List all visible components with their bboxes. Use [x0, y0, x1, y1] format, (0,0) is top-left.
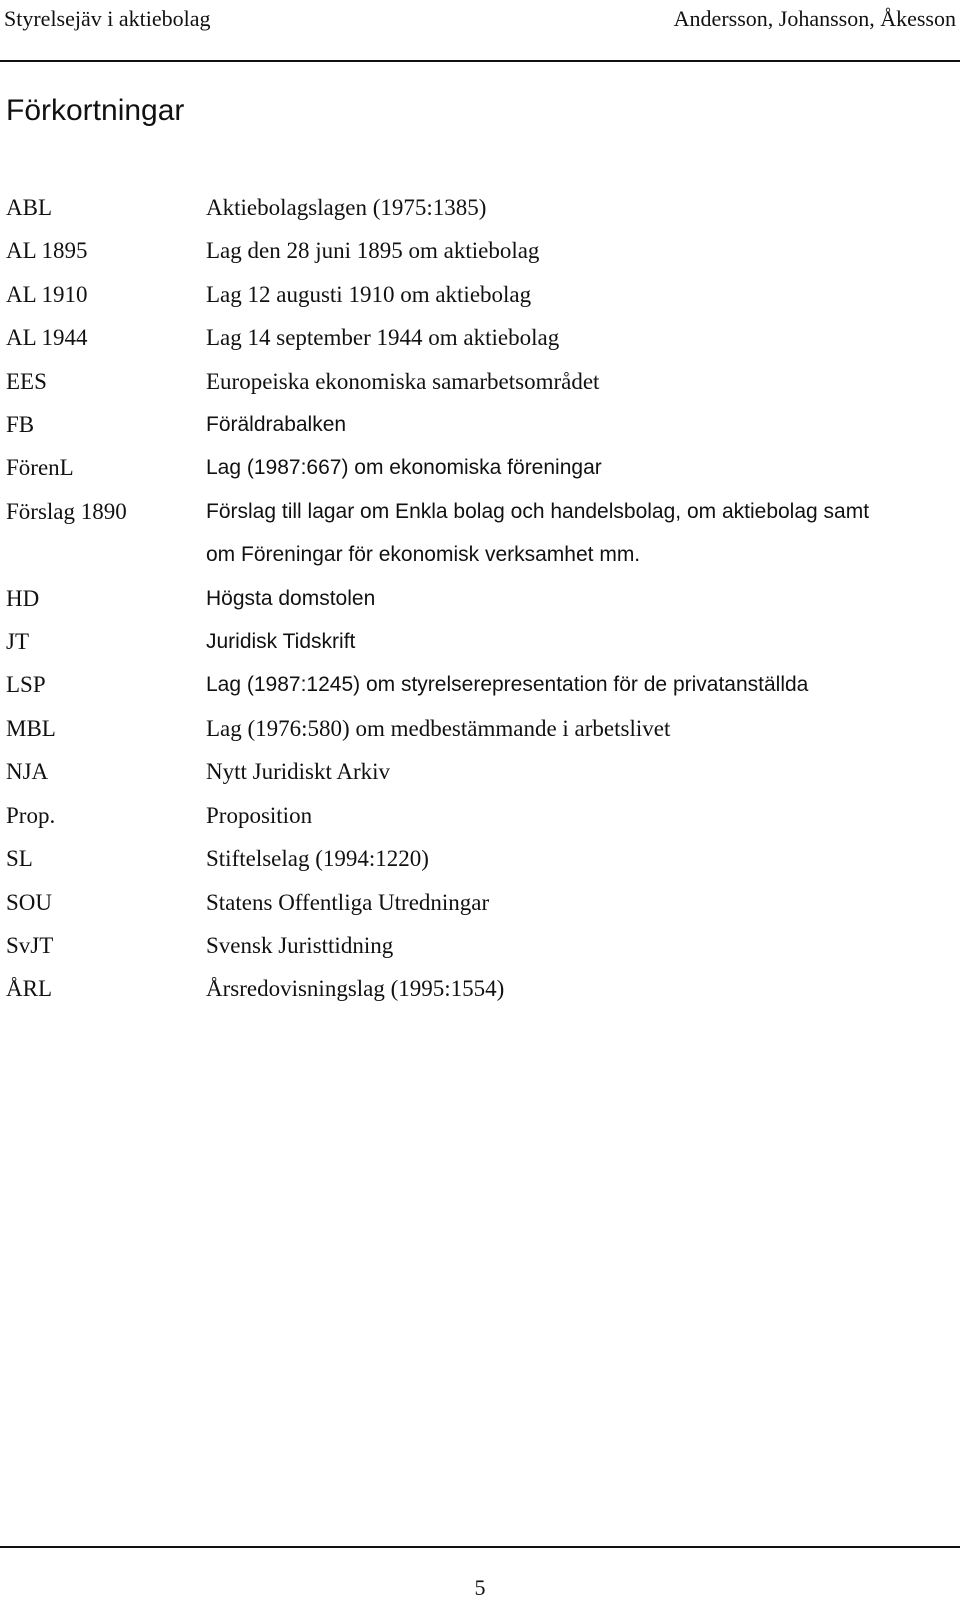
list-item: [6, 490, 946, 533]
abbreviation-definition: Förslag till lagar om Enkla bolag och handelsbolag, om aktiebolag samt: [206, 499, 870, 523]
abbreviation-definition: Aktiebolagslagen (1975:1385): [206, 195, 487, 220]
header-authors: Andersson, Johansson, Åkesson: [673, 6, 956, 31]
list-item: [6, 663, 946, 706]
list-item: [6, 229, 946, 272]
abbreviation-term: ÅRL: [6, 976, 52, 1002]
footer-divider: [0, 1546, 960, 1548]
abbreviation-definition: Lag 12 augusti 1910 om aktiebolag: [206, 281, 532, 307]
abbreviation-term: NJA: [6, 759, 49, 785]
list-item: [6, 273, 946, 316]
abbreviation-definition: Lag den 28 juni 1895 om aktiebolag: [206, 238, 540, 264]
list-item: [6, 360, 946, 403]
abbreviation-term: SL: [6, 846, 33, 872]
abbreviation-definition: Lag 14 september 1944 om aktiebolag: [206, 325, 560, 351]
abbreviation-term: SvJT: [6, 932, 54, 958]
abbreviation-definition: Lag (1987:1245) om styrelserepresentation för de privatanställda: [206, 673, 809, 697]
abbreviation-term: LSP: [6, 672, 46, 698]
abbreviation-term: AL 1910: [6, 281, 88, 307]
abbreviation-term: AL 1895: [6, 238, 88, 264]
header-title: Styrelsejäv i aktiebolag: [4, 6, 211, 31]
abbreviation-definition: Högsta domstolen: [206, 586, 376, 610]
list-item: [6, 707, 946, 750]
abbreviation-definition: Föräldrabalken: [206, 413, 347, 437]
abbreviation-definition: Statens Offentliga Utredningar: [206, 889, 490, 915]
abbreviation-definition: Lag (1976:580) om medbestämmande i arbetslivet: [206, 715, 671, 741]
abbreviation-term: SOU: [6, 889, 53, 915]
page-title: Förkortningar: [6, 94, 185, 127]
abbreviation-definition: Årsredovisningslag (1995:1554): [206, 976, 505, 1002]
list-item: [6, 794, 946, 837]
header-divider: [0, 60, 960, 62]
abbreviation-definition: Stiftelselag (1994:1220): [206, 846, 429, 872]
list-item: [6, 750, 946, 793]
list-item: [6, 881, 946, 924]
list-item: [6, 316, 946, 359]
abbreviation-term: MBL: [6, 715, 56, 741]
abbreviation-term: FörenL: [6, 455, 74, 481]
abbreviation-term: AL 1944: [6, 325, 88, 351]
page-number: 5: [474, 1575, 486, 1600]
abbreviation-term: Förslag 1890: [6, 498, 127, 524]
list-item: [6, 446, 946, 489]
list-item: [6, 967, 946, 1010]
abbreviation-definition: Svensk Juristtidning: [206, 932, 394, 958]
list-item: [6, 577, 946, 620]
abbreviation-definition: om Föreningar för ekonomisk verksamhet mm.: [206, 543, 641, 567]
list-item: [6, 837, 946, 880]
running-header: [4, 4, 956, 34]
abbreviation-definition: Nytt Juridiskt Arkiv: [206, 759, 391, 785]
abbreviation-term: [6, 533, 206, 576]
abbreviation-definition: Juridisk Tidskrift: [206, 630, 356, 654]
list-item: [6, 186, 946, 229]
abbreviation-term: FB: [6, 412, 35, 438]
list-item: [6, 924, 946, 967]
abbreviation-term: Prop.: [6, 802, 56, 828]
list-item: [6, 403, 946, 446]
abbreviation-definition: Lag (1987:667) om ekonomiska föreningar: [206, 456, 602, 480]
abbreviation-definition: Europeiska ekonomiska samarbetsområdet: [206, 368, 600, 394]
abbreviation-term: ABL: [6, 195, 52, 220]
list-item: [6, 533, 946, 576]
list-item: [6, 620, 946, 663]
abbreviation-term: HD: [6, 585, 40, 611]
abbreviation-term: EES: [6, 368, 47, 394]
abbreviation-list: [6, 186, 946, 1011]
abbreviation-term: JT: [6, 629, 29, 655]
abbreviation-definition: Proposition: [206, 802, 313, 828]
